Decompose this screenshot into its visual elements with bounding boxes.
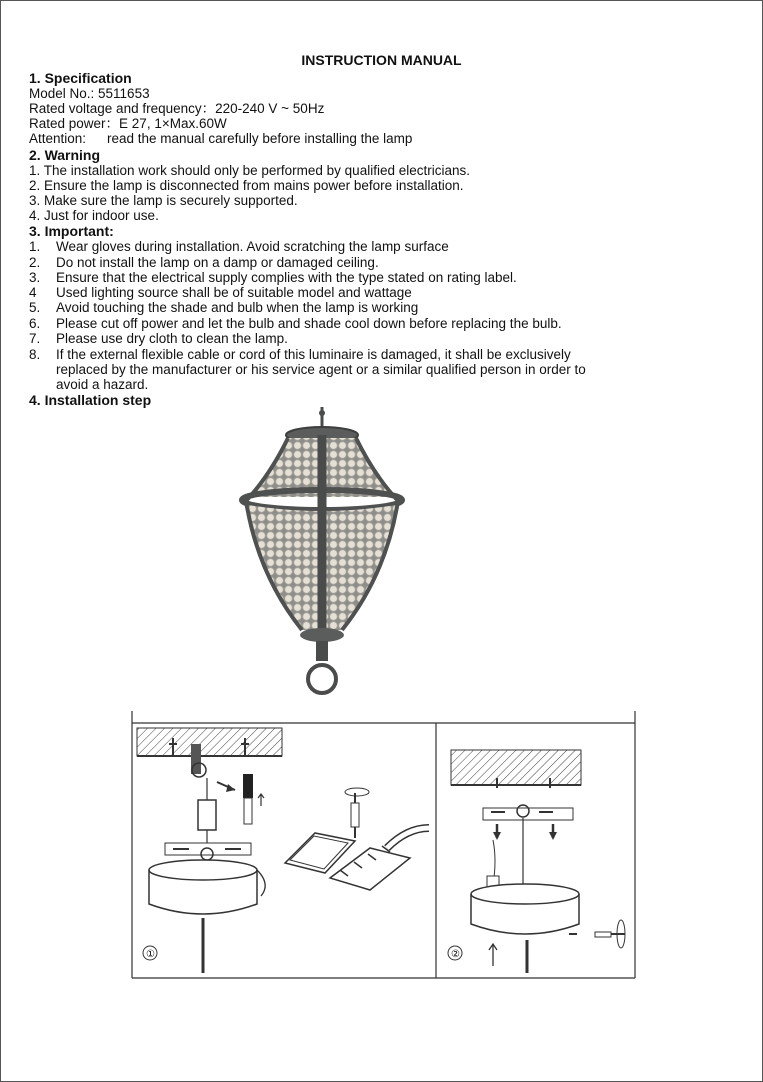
spec-heading: 1. Specification (29, 70, 132, 86)
rated-voltage: Rated voltage and frequency：220-240 V ~ 50Hz (29, 101, 325, 116)
important-num: 7. (29, 331, 41, 346)
warning-item: 1. The installation work should only be performed by qualified electricians. (29, 163, 470, 178)
chandelier-image (230, 405, 415, 700)
important-text: Do not install the lamp on a damp or damaged ceiling. (56, 255, 379, 270)
important-text: Used lighting source shall be of suitable model and wattage (56, 285, 412, 300)
important-num: 2. (29, 255, 41, 270)
important-text: Ensure that the electrical supply complies with the type stated on rating label. (56, 270, 517, 285)
rated-power: Rated power：E 27, 1×Max.60W (29, 116, 227, 131)
important-text: Please cut off power and let the bulb and shade cool down before replacing the bulb. (56, 316, 562, 331)
attention-label: Attention: (29, 131, 87, 146)
step2-number: ② (451, 949, 460, 960)
important-text-cont: replaced by the manufacturer or his service agent or a similar qualified person in order to (56, 362, 586, 377)
warning-item: 2. Ensure the lamp is disconnected from mains power before installation. (29, 178, 464, 193)
important-text: Please use dry cloth to clean the lamp. (56, 331, 288, 346)
important-text-cont: avoid a hazard. (56, 377, 149, 392)
important-num: 4 (29, 285, 37, 300)
important-num: 6. (29, 316, 41, 331)
model-number: Model No.: 5511653 (29, 86, 150, 101)
attention-line (29, 131, 412, 146)
important-num: 1. (29, 239, 41, 254)
step1-number: ① (146, 949, 155, 960)
page-title: INSTRUCTION MANUAL (301, 52, 462, 68)
installation-diagram (125, 708, 645, 983)
warning-item: 3. Make sure the lamp is securely supported. (29, 193, 298, 208)
important-text: Avoid touching the shade and bulb when the lamp is working (56, 300, 419, 315)
important-num: 5. (29, 300, 41, 315)
important-num: 3. (29, 270, 41, 285)
warning-item: 4. Just for indoor use. (29, 208, 159, 223)
important-heading: 3. Important: (29, 223, 114, 239)
important-num: 8. (29, 347, 41, 362)
installation-heading: 4. Installation step (29, 392, 152, 408)
important-text: Wear gloves during installation. Avoid scratching the lamp surface (56, 239, 449, 254)
attention-text: read the manual carefully before installing the lamp (107, 131, 413, 146)
important-text: If the external flexible cable or cord of this luminaire is damaged, it shall be exclusively (56, 347, 571, 362)
warning-heading: 2. Warning (29, 147, 101, 163)
